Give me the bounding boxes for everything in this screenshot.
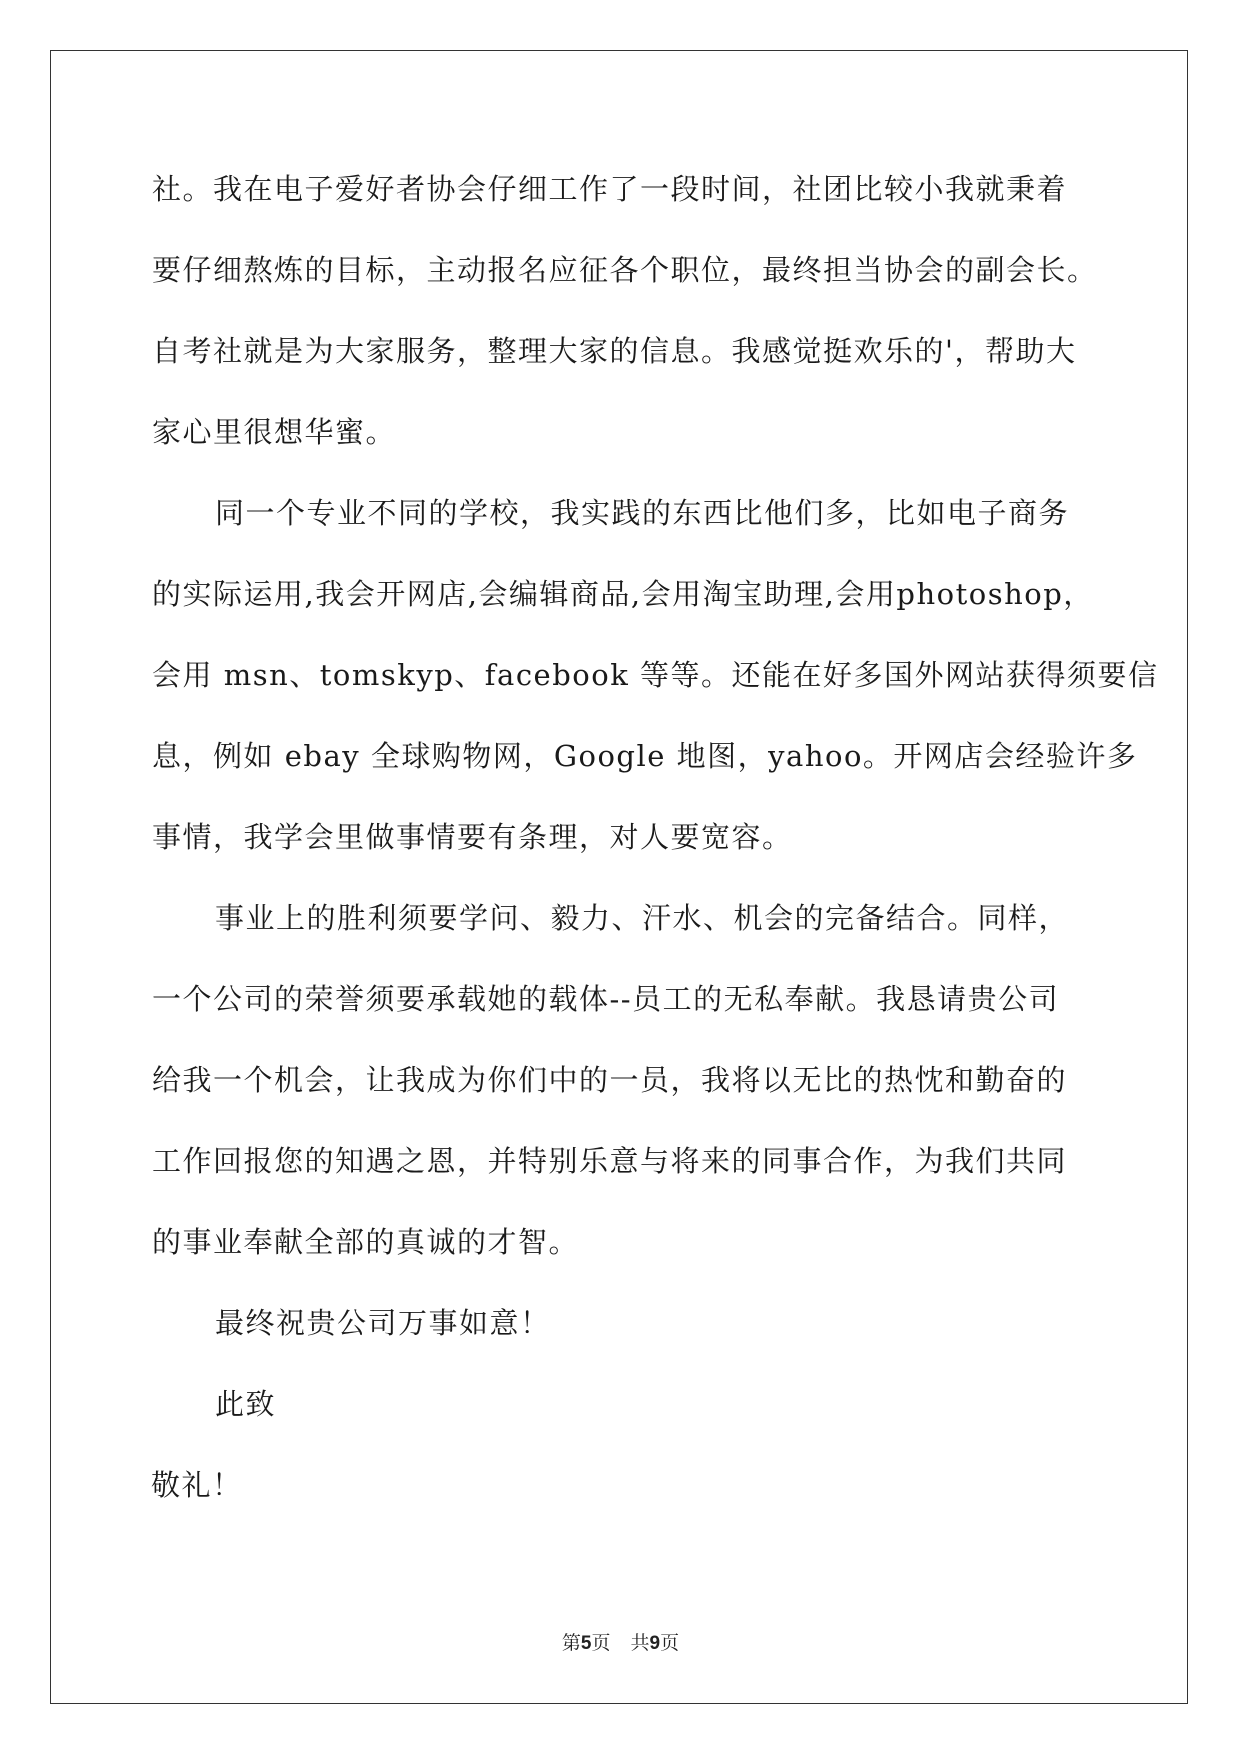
text-line: 的实际运用,我会开网店,会编辑商品,会用淘宝助理,会用photoshop，: [152, 577, 1094, 611]
text-line: 的事业奉献全部的真诚的才智。: [152, 1225, 580, 1259]
text-line: 要仔细熬炼的目标，主动报名应征各个职位，最终担当协会的副会长。: [152, 253, 1098, 287]
closing-wish: 最终祝贵公司万事如意！: [215, 1306, 551, 1340]
text-line: 息，例如 ebay 全球购物网，Google 地图，yahoo。开网店会经验许多: [152, 739, 1138, 773]
closing-cizhi: 此致: [215, 1387, 277, 1421]
footer-page-total: 9: [649, 1633, 661, 1654]
text-line: 给我一个机会，让我成为你们中的一员，我将以无比的热忱和勤奋的: [152, 1063, 1068, 1097]
page-frame: [50, 50, 1188, 1704]
closing-salute: 敬礼！: [151, 1468, 243, 1502]
footer-page-mid: 页: [591, 1632, 611, 1654]
footer-total-prefix: 共: [630, 1632, 650, 1654]
text-line: 社。我在电子爱好者协会仔细工作了一段时间，社团比较小我就秉着: [152, 172, 1068, 206]
text-line: 事情，我学会里做事情要有条理，对人要宽容。: [152, 820, 793, 854]
paragraph-start: 事业上的胜利须要学问、毅力、汗水、机会的完备结合。同样，: [215, 901, 1070, 935]
footer-total-suffix: 页: [660, 1632, 680, 1654]
text-line: 一个公司的荣誉须要承载她的载体--员工的无私奉献。我恳请贵公司: [152, 982, 1060, 1016]
paragraph-start: 同一个专业不同的学校，我实践的东西比他们多，比如电子商务: [215, 496, 1070, 530]
text-line: 家心里很想华蜜。: [152, 415, 397, 449]
text-line: 工作回报您的知遇之恩，并特别乐意与将来的同事合作，为我们共同: [152, 1144, 1068, 1178]
text-line: 自考社就是为大家服务，整理大家的信息。我感觉挺欢乐的'，帮助大: [152, 334, 1077, 368]
footer-page-prefix: 第: [561, 1632, 581, 1654]
page-footer: [0, 1628, 1241, 1655]
footer-page-current: 5: [580, 1633, 592, 1654]
text-line: 会用 msn、tomskyp、facebook 等等。还能在好多国外网站获得须要信: [152, 658, 1159, 692]
